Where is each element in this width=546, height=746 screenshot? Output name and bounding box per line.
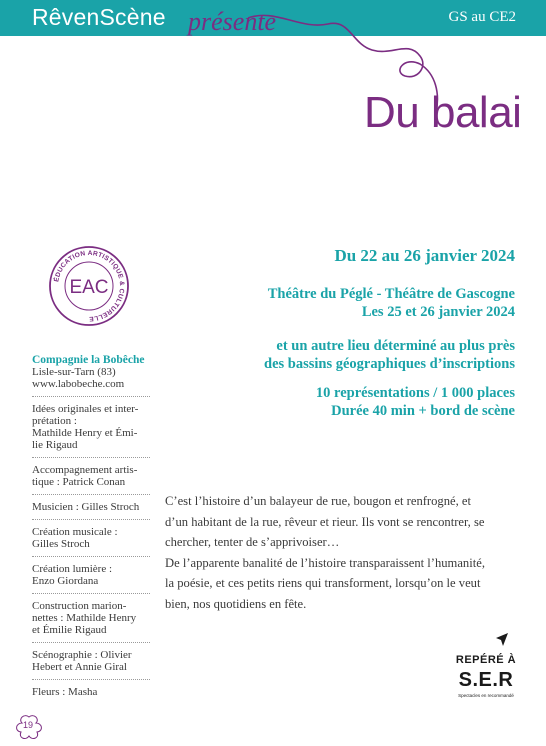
description-line: De l’apparente banalité de l’histoire transparaissent l’humanité, <box>165 555 485 570</box>
ser-logo-line1: REPÉRÉ À <box>455 654 517 666</box>
ser-logo-line2: S.E.R <box>458 669 514 691</box>
description-line: bien, nos quotidiens en fête. <box>165 596 307 611</box>
credit-line: Fleurs : Masha <box>32 686 98 698</box>
credit-item <box>32 464 150 495</box>
credit-line: Mathilde Henry et Émi- <box>32 427 138 439</box>
show-description <box>165 491 517 614</box>
credits-sidebar <box>32 354 150 710</box>
venue-block <box>268 285 515 321</box>
page-number <box>12 713 46 746</box>
venue-line: Théâtre du Péglé - Théâtre de Gascogne <box>267 286 515 302</box>
arrow-pointer-icon <box>494 632 510 648</box>
credit-line: lie Rigaud <box>32 439 78 451</box>
company-location: Lisle-sur-Tarn (83) <box>32 366 116 378</box>
credit-line: Enzo Giordana <box>32 575 99 587</box>
other-venue-line: et un autre lieu déterminé au plus près <box>276 338 515 354</box>
credit-line: Accompagnement artis- <box>32 464 138 476</box>
credit-item <box>32 649 150 680</box>
ser-logo-line3: Spectacles en recommandé <box>458 693 514 698</box>
stats-block <box>316 384 515 420</box>
grade-level: GS au CE2 <box>448 9 516 25</box>
description-line: d’un habitant de la rue, rêveur et rieur. Ils vont se rencontrer, se <box>165 514 485 529</box>
stats-line: 10 représentations / 1 000 places <box>315 385 515 401</box>
ser-logo <box>454 632 518 710</box>
credit-line: prétation : <box>32 415 77 427</box>
eac-logo-icon <box>48 245 130 327</box>
other-venue-line: des bassins géographiques d’inscriptions <box>264 356 515 372</box>
company-name: Compagnie la Bobêche <box>32 354 145 366</box>
stats-line: Durée 40 min + bord de scène <box>331 403 515 419</box>
credit-line: et Émilie Rigaud <box>32 624 107 636</box>
description-line: la poésie, et ces petits riens qui transforment, lorsqu’on le veut <box>165 576 481 590</box>
credit-line: Construction marion- <box>32 600 127 612</box>
credit-line: Hebert et Annie Giral <box>32 661 127 673</box>
credit-line: Création musicale : <box>32 526 118 538</box>
credit-line: Gilles Stroch <box>32 538 90 550</box>
company-website: www.labobeche.com <box>32 378 125 390</box>
credit-item <box>32 526 150 557</box>
venue-line: Les 25 et 26 janvier 2024 <box>361 304 515 320</box>
credit-item <box>32 686 150 704</box>
page-number-text: 19 <box>23 720 34 730</box>
presents-label: présente <box>188 7 277 36</box>
credit-line: tique : Patrick Conan <box>32 476 126 488</box>
eac-ring-text: ÉDUCATION ARTISTIQUE & CULTURELLE <box>53 249 126 323</box>
other-venue-block <box>264 337 515 373</box>
dates-heading: Du 22 au 26 janvier 2024 <box>334 246 515 265</box>
credit-item <box>32 600 150 643</box>
credit-line: Création lumière : <box>32 563 113 575</box>
credit-item <box>32 501 150 520</box>
credit-line: Idées originales et inter- <box>32 403 139 415</box>
brand-name: RêvenScène <box>32 4 166 30</box>
company-credit <box>32 354 150 397</box>
credit-line: Musicien : Gilles Stroch <box>32 501 140 513</box>
credit-line: Scénographie : Olivier <box>32 649 132 661</box>
description-line: chercher, tenter de s’apprivoiser… <box>165 535 340 549</box>
credit-line: nettes : Mathilde Henry <box>32 612 137 624</box>
show-title: Du balai <box>364 88 522 137</box>
eac-center-text: EAC <box>69 277 109 298</box>
description-line: C’est l’histoire d’un balayeur de rue, bougon et renfrogné, et <box>165 494 471 508</box>
credit-item <box>32 403 150 458</box>
credit-item <box>32 563 150 594</box>
